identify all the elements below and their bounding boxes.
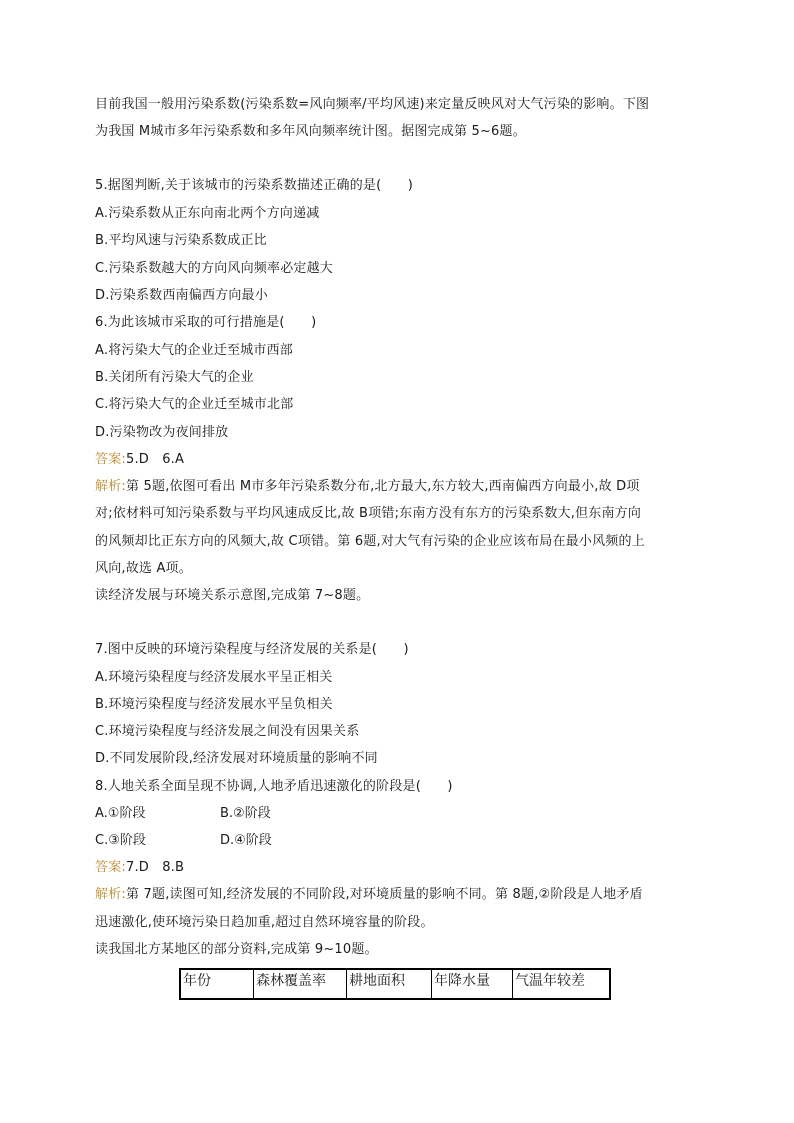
q6-option-c: C.将污染大气的企业迁至城市北部: [95, 397, 294, 412]
table-header-cell: 年份: [180, 969, 254, 999]
q6-stem: 6.为此该城市采取的可行措施是( ): [95, 315, 317, 330]
answer-label: 答案:: [95, 860, 126, 875]
explanation-label: 解析:: [95, 479, 126, 494]
explanation-text: 第 5题,依图可看出 M市多年污染系数分布,北方最大,东方较大,西南偏西方向最小,故 D项: [125, 479, 640, 494]
explanation-text: 第 7题,读图可知,经济发展的不同阶段,对环境质量的影响不同。第 8题,②阶段是人地矛盾: [125, 887, 643, 902]
table-header-cell: 气温年较差: [513, 969, 611, 999]
explanation-2-line-1: [95, 887, 643, 903]
table-header-cell: 耕地面积: [347, 969, 432, 999]
table-header-cell: 森林覆盖率: [254, 969, 347, 999]
q6-option-d: D.污染物改为夜间排放: [95, 425, 229, 440]
answer-2: [95, 860, 184, 876]
q6-option-a: A.将污染大气的企业迁至城市西部: [95, 343, 293, 358]
q8-option-c: C.③阶段: [95, 833, 146, 848]
table-header-cell: 年降水量: [432, 969, 513, 999]
explanation-1-line-3: 的风频却比正东方向的风频大,故 C项错。第 6题,对大气有污染的企业应该布局在最小风频的上: [95, 534, 645, 549]
explanation-label: 解析:: [95, 887, 126, 902]
data-table: [179, 968, 611, 1000]
q8-option-d: D.④阶段: [220, 833, 272, 848]
explanation-1-line-4: 风向,故选 A项。: [95, 561, 192, 576]
q5-option-d: D.污染系数西南偏西方向最小: [95, 288, 268, 303]
q8-stem: 8.人地关系全面呈现不协调,人地矛盾迅速激化的阶段是( ): [95, 779, 453, 794]
q5-option-a: A.污染系数从正东向南北两个方向递减: [95, 206, 320, 221]
q8-options-row-1: [95, 806, 271, 822]
q8-option-a: A.①阶段: [95, 806, 146, 821]
q7-option-c: C.环境污染程度与经济发展之间没有因果关系: [95, 724, 360, 739]
table-header-row: [180, 969, 610, 999]
answer-1: [95, 452, 184, 468]
q7-option-d: D.不同发展阶段,经济发展对环境质量的影响不同: [95, 751, 378, 766]
answer-text: 7.D 8.B: [125, 860, 185, 875]
explanation-1-line-1: [95, 479, 640, 495]
intro-3: 读我国北方某地区的部分资料,完成第 9~10题。: [95, 942, 378, 957]
intro-line-2: 为我国 M城市多年污染系数和多年风向频率统计图。据图完成第 5~6题。: [95, 124, 526, 139]
intro-2: 读经济发展与环境关系示意图,完成第 7~8题。: [95, 588, 370, 603]
explanation-2-line-2: 迅速激化,使环境污染日趋加重,超过自然环境容量的阶段。: [95, 915, 434, 930]
intro-line-1: 目前我国一般用污染系数(污染系数=风向频率/平均风速)来定量反映风对大气污染的影响。下图: [95, 97, 650, 112]
q5-option-b: B.平均风速与污染系数成正比: [95, 233, 267, 248]
q6-option-b: B.关闭所有污染大气的企业: [95, 370, 254, 385]
q7-stem: 7.图中反映的环境污染程度与经济发展的关系是( ): [95, 642, 409, 657]
q5-stem: 5.据图判断,关于该城市的污染系数描述正确的是( ): [95, 178, 414, 193]
q7-option-b: B.环境污染程度与经济发展水平呈负相关: [95, 697, 333, 712]
q5-option-c: C.污染系数越大的方向风向频率必定越大: [95, 261, 334, 276]
q7-option-a: A.环境污染程度与经济发展水平呈正相关: [95, 670, 333, 685]
q8-options-row-2: [95, 833, 272, 849]
explanation-1-line-2: 对;依材料可知污染系数与平均风速成反比,故 B项错;东南方没有东方的污染系数大,但东南方向: [95, 506, 642, 521]
answer-label: 答案:: [95, 452, 126, 467]
q8-option-b: B.②阶段: [220, 806, 271, 821]
answer-text: 5.D 6.A: [125, 452, 185, 467]
